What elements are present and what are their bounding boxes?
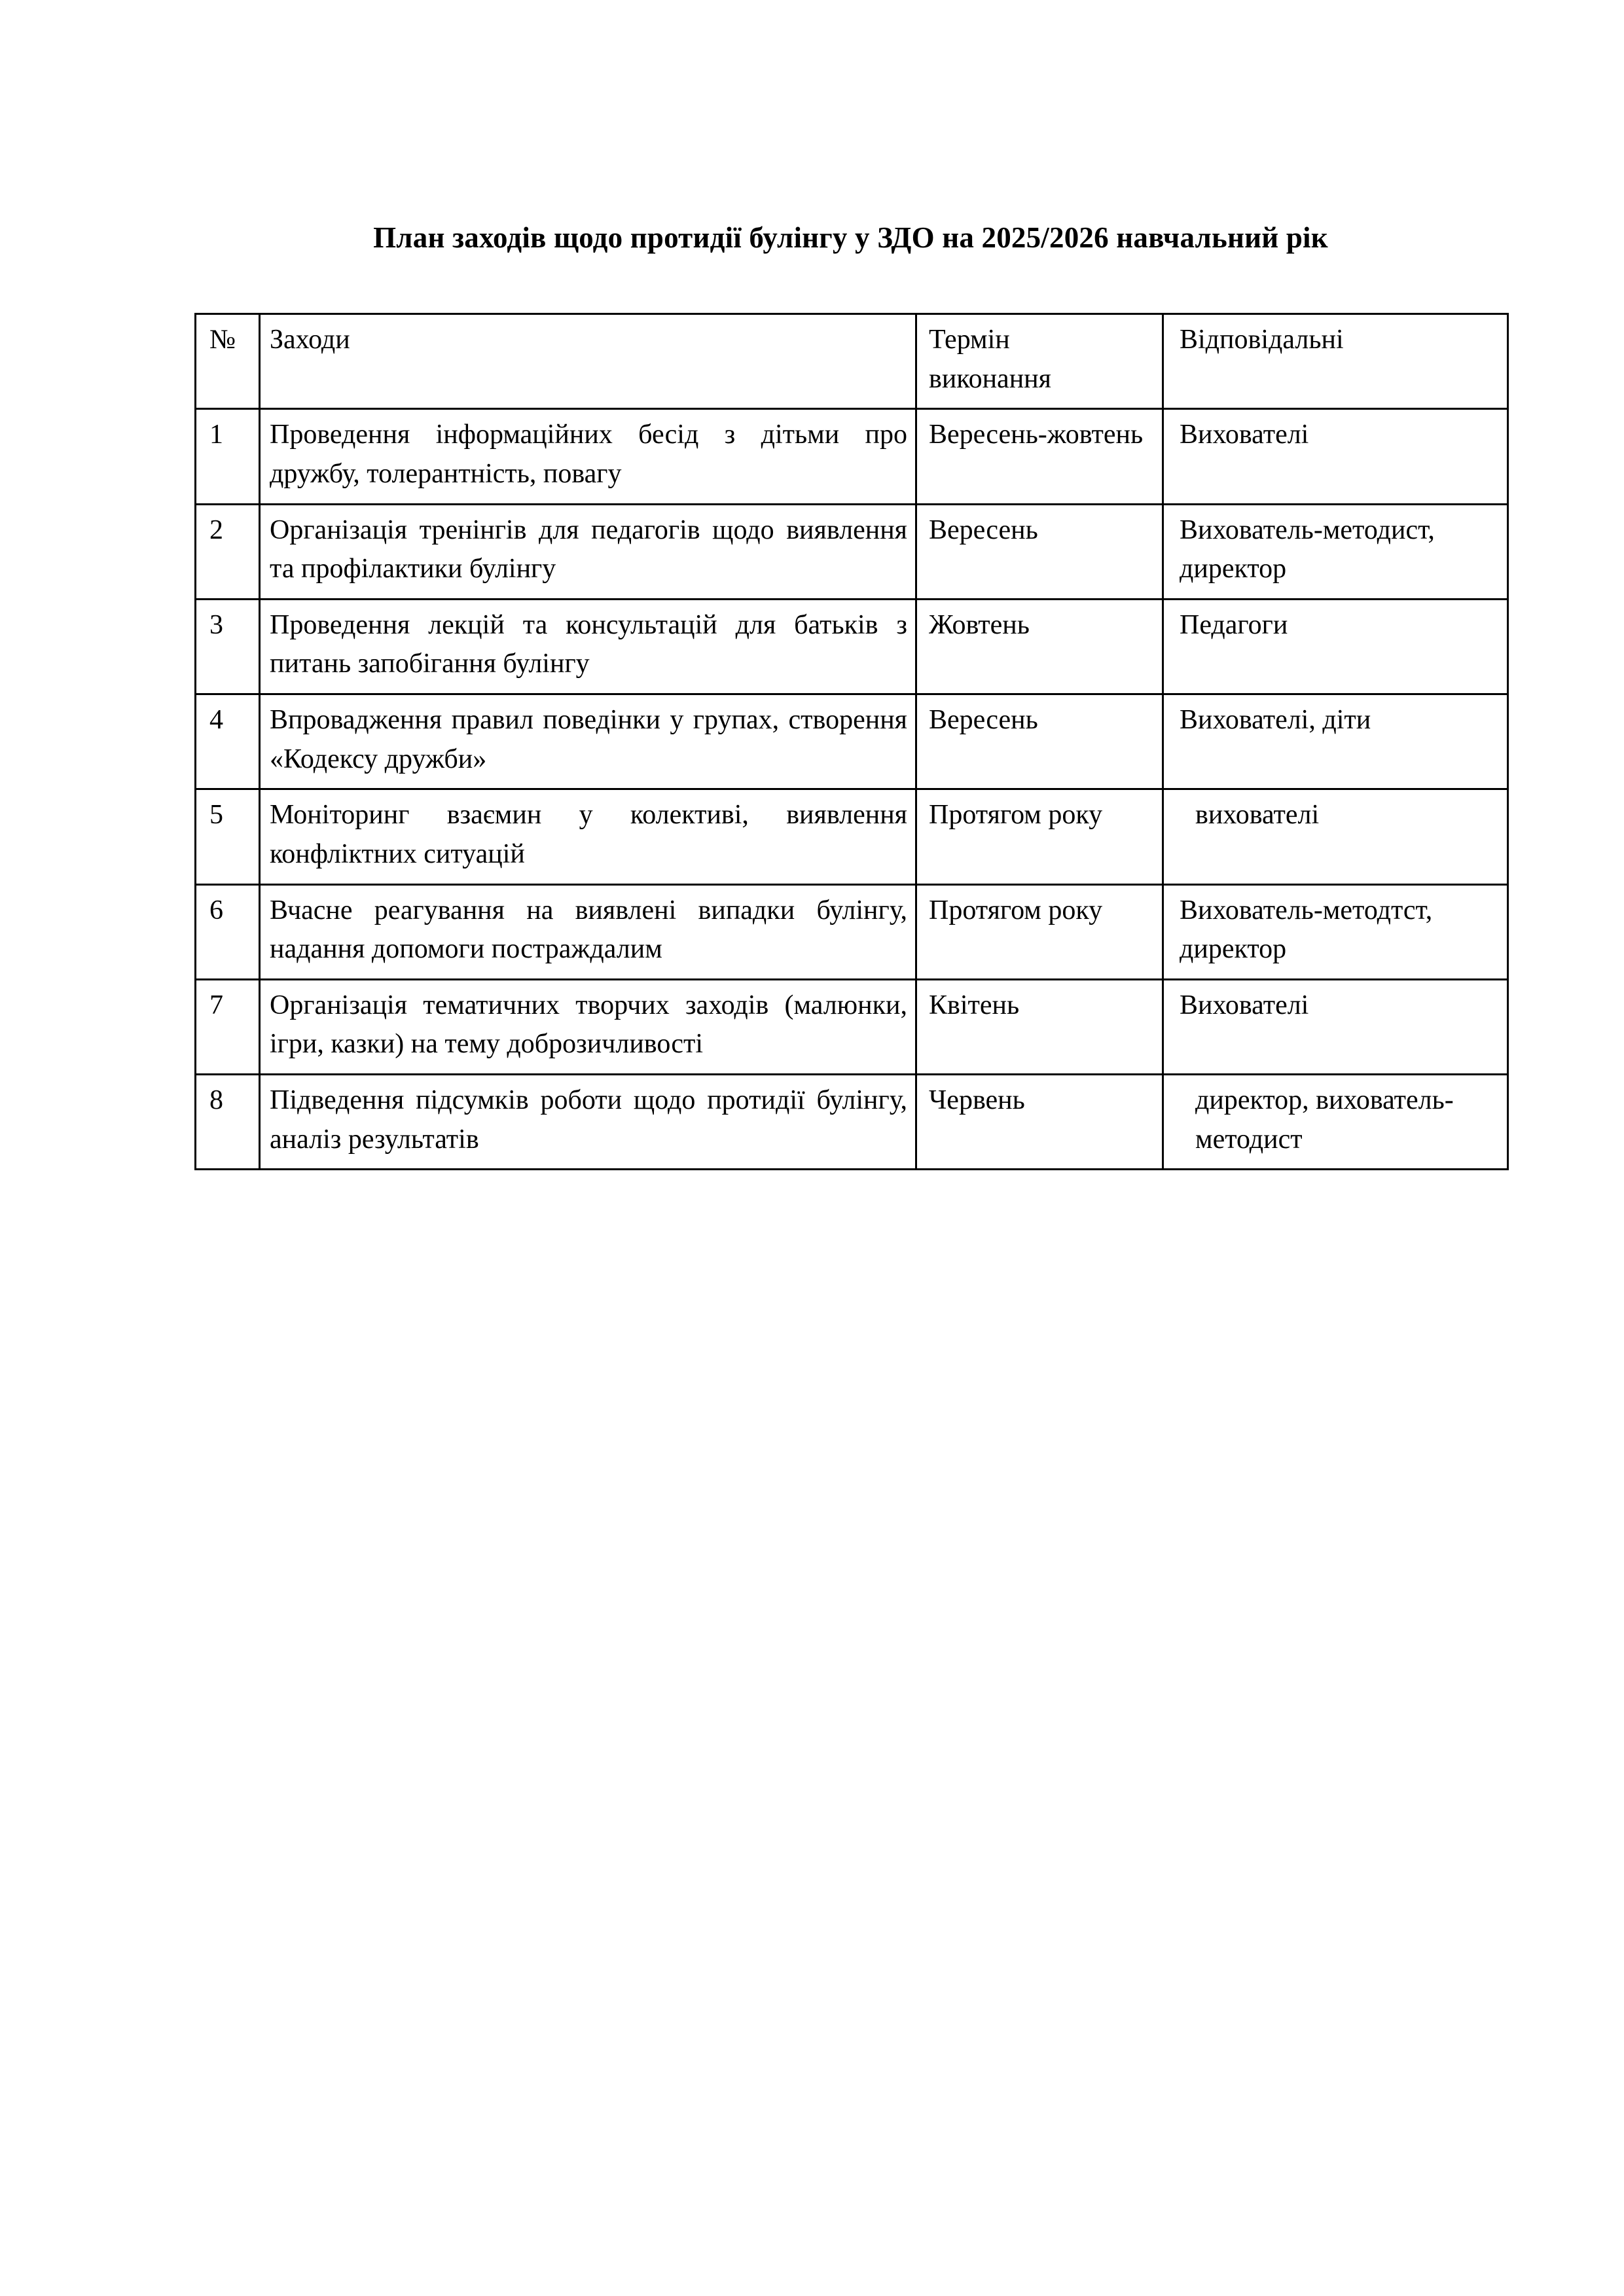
row-number: 4 [196,694,260,789]
row-measure: Моніторинг взаємин у колективі, виявлення конфліктних ситуацій [260,789,916,884]
row-responsible: директор, вихователь-методист [1163,1075,1508,1170]
table-row [196,884,1508,979]
column-header-number: № [196,314,260,409]
row-responsible: Педагоги [1163,599,1508,694]
row-term: Квітень [916,979,1163,1074]
column-header-responsible: Відповідальні [1163,314,1508,409]
row-term: Вересень [916,694,1163,789]
table-row [196,789,1508,884]
row-number: 6 [196,884,260,979]
row-term: Жовтень [916,599,1163,694]
row-term: Протягом року [916,789,1163,884]
row-number: 2 [196,504,260,599]
row-number: 5 [196,789,260,884]
table-row [196,694,1508,789]
column-header-measure: Заходи [260,314,916,409]
row-measure: Проведення лекцій та консультацій для батьків з питань запобігання булінгу [260,599,916,694]
table-row [196,979,1508,1074]
row-responsible: Вихователі, діти [1163,694,1508,789]
row-term: Вересень [916,504,1163,599]
row-measure: Організація тренінгів для педагогів щодо виявлення та профілактики булінгу [260,504,916,599]
table-body [196,409,1508,1170]
table-header [196,314,1508,409]
row-responsible: Вихователь-методтст, директор [1163,884,1508,979]
table-header-row [196,314,1508,409]
row-responsible: Вихователь-методист, директор [1163,504,1508,599]
row-measure: Вчасне реагування на виявлені випадки булінгу, надання допомоги постраждалим [260,884,916,979]
column-header-term-line2: виконання [929,363,1051,394]
row-number: 8 [196,1075,260,1170]
table-row [196,504,1508,599]
row-number: 1 [196,409,260,504]
row-responsible: вихователі [1163,789,1508,884]
row-measure: Організація тематичних творчих заходів (малюнки, ігри, казки) на тему доброзичливості [260,979,916,1074]
table-row [196,599,1508,694]
row-responsible: Вихователі [1163,409,1508,504]
table-row [196,1075,1508,1170]
row-term: Протягом року [916,884,1163,979]
column-header-term-line1: Термін [929,325,1010,355]
row-number: 3 [196,599,260,694]
anti-bullying-plan-table [194,313,1509,1170]
row-measure: Проведення інформаційних бесід з дітьми про дружбу, толерантність, повагу [260,409,916,504]
row-measure: Підведення підсумків роботи щодо протидії булінгу, аналіз результатів [260,1075,916,1170]
table-row [196,409,1508,504]
row-term: Вересень-жовтень [916,409,1163,504]
row-number: 7 [196,979,260,1074]
column-header-term [916,314,1163,409]
row-measure: Впровадження правил поведінки у групах, створення «Кодексу дружби» [260,694,916,789]
page-title: План заходів щодо протидії булінгу у ЗДО на 2025/2026 навчальний рік [373,221,1328,254]
row-responsible: Вихователі [1163,979,1508,1074]
row-term: Червень [916,1075,1163,1170]
